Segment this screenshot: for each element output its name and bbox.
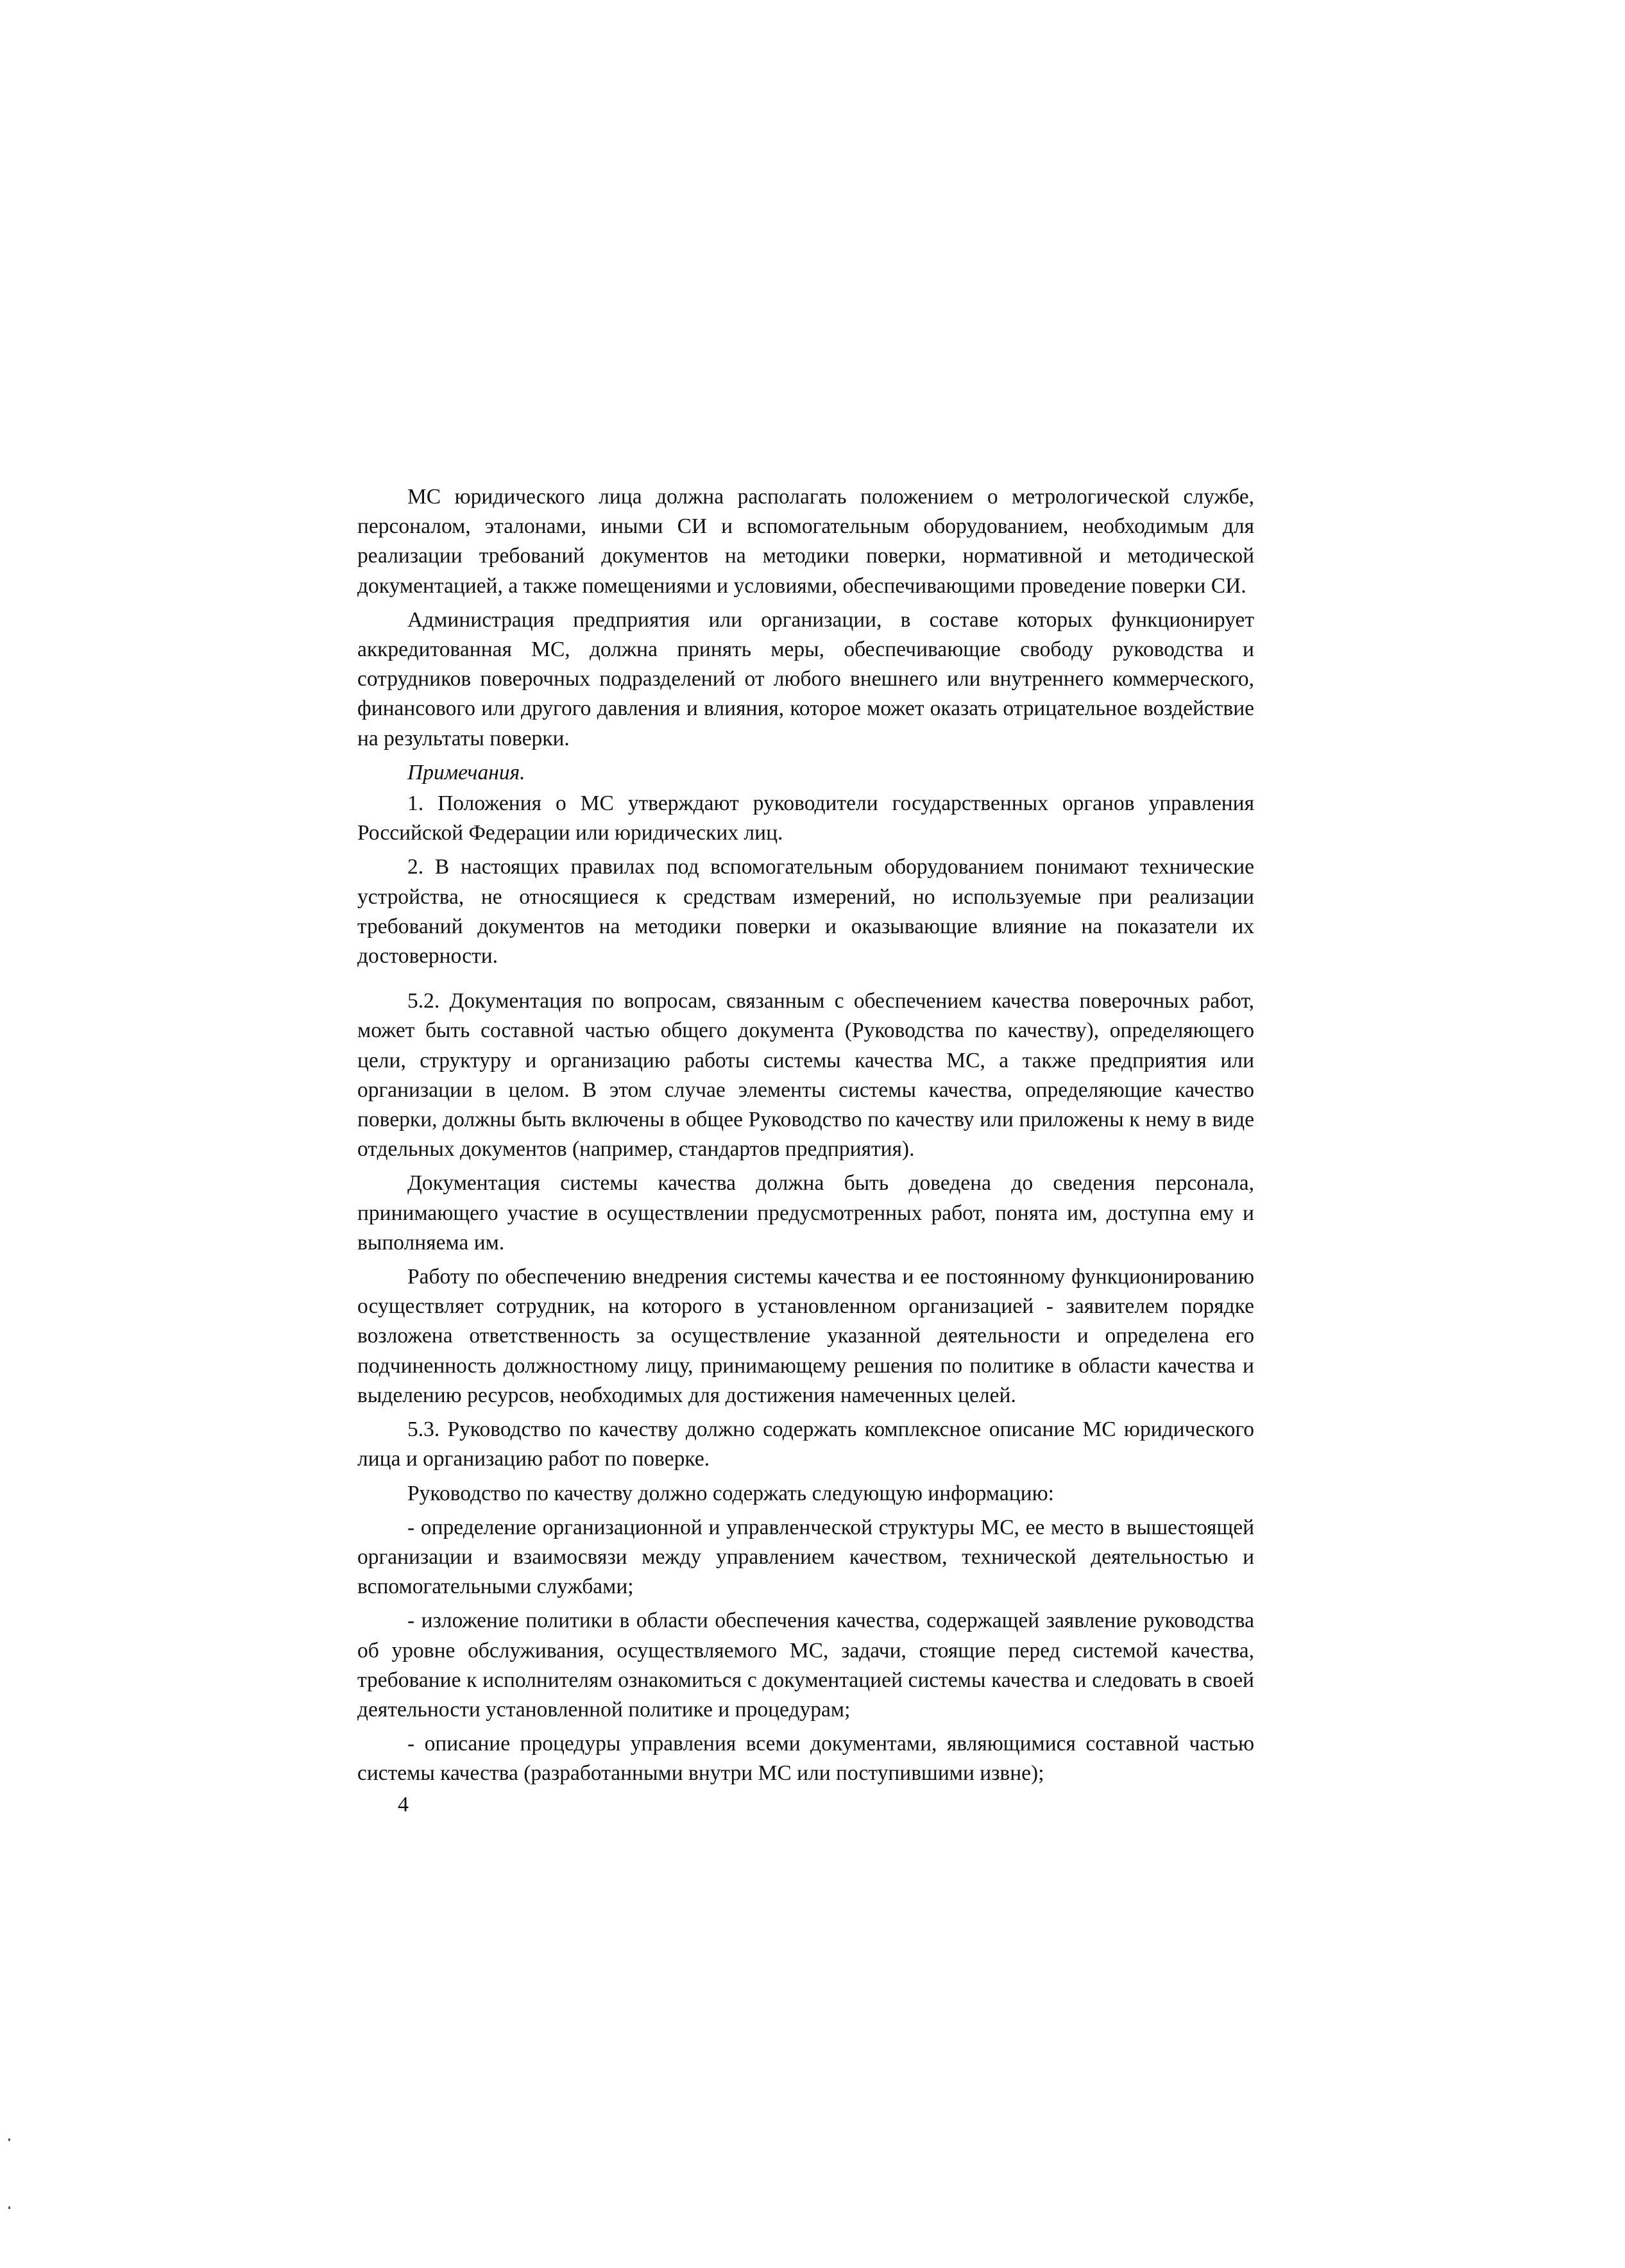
scan-speck [8,2206,10,2209]
scan-speck [8,2138,10,2141]
paragraph-manual-contents: Руководство по качеству должно содержать следующую информацию: [407,1481,1054,1505]
notes-heading: Примечания. [407,760,525,784]
note-2: 2. В настоящих правилах под вспомогательным оборудованием понимают технические устройства, не относящиеся к средствам измерений, но используемые при реализации требований документов на методики поверки и оказывающие влияние на показатели их достоверности. [357,855,1254,969]
list-item-policy: - изложение политики в области обеспечения качества, содержащей заявление руководства об уровне обслуживания, осуществляемого МС, задачи, стоящие перед системой качества, требование к исполнителям ознакомиться с документацией системы качества и следовать в своей деятельности установленной политике и процедурам; [357,1609,1254,1722]
section-5-2: 5.2. Документация по вопросам, связанным с обеспечением качества поверочных работ, может быть составной частью общего документа (Руководства по качеству), определяющего цели, структуру и организацию работы системы качества МС, а также предприятия или организации в целом. В этом случае элементы системы качества, определяющие качество поверки, должны быть включены в общее Руководство по качеству или приложены к нему в виде отдельных документов (например, стандартов предприятия). [357,989,1254,1162]
section-5-3: 5.3. Руководство по качеству должно содержать комплексное описание МС юридического лица и организацию работ по поверке. [357,1418,1254,1471]
paragraph-implementation: Работу по обеспечению внедрения системы качества и ее постоянному функционированию осуществляет сотрудник, на которого в установленном организацией - заявителем порядке возложена ответственность за осуществление указанной деятельности и определена его подчиненность должностному лицу, принимающему решения по политике в области качества и выделению ресурсов, необходимых для достижения намеченных целей. [357,1265,1254,1407]
list-item-document-control: - описание процедуры управления всеми документами, являющимися составной частью системы качества (разработанными внутри МС или поступившими извне); [357,1732,1254,1786]
paragraph-administration: Администрация предприятия или организации, в составе которых функционирует аккредитованная МС, должна принять меры, обеспечивающие свободу руководства и сотрудников поверочных подразделений от любого внешнего или внутреннего коммерческого, финансового или другого давления и влияния, которое может оказать отрицательное воздействие на результаты поверки. [357,607,1254,750]
note-1: 1. Положения о МС утверждают руководители государственных органов управления Российской Федерации или юридических лиц. [357,791,1254,845]
list-item-structure: - определение организационной и управленческой структуры МС, ее место в вышестоящей организации и взаимосвязи между управлением качеством, технической деятельностью и вспомогательными службами; [357,1515,1254,1599]
page-number: 4 [398,1793,409,1816]
paragraph-documentation: Документация системы качества должна быть доведена до сведения персонала, принимающего участие в осуществлении предусмотренных работ, понята им, доступна ему и выполняема им. [357,1171,1254,1255]
document-body [357,482,1254,1793]
paragraph-ms-regulations: МС юридического лица должна располагать положением о метрологической службе, персоналом, эталонами, иными СИ и вспомогательным оборудованием, необходимым для реализации требований документов на методики поверки, нормативной и методической документацией, а также помещениями и условиями, обеспечивающими проведение поверки СИ. [357,485,1254,598]
